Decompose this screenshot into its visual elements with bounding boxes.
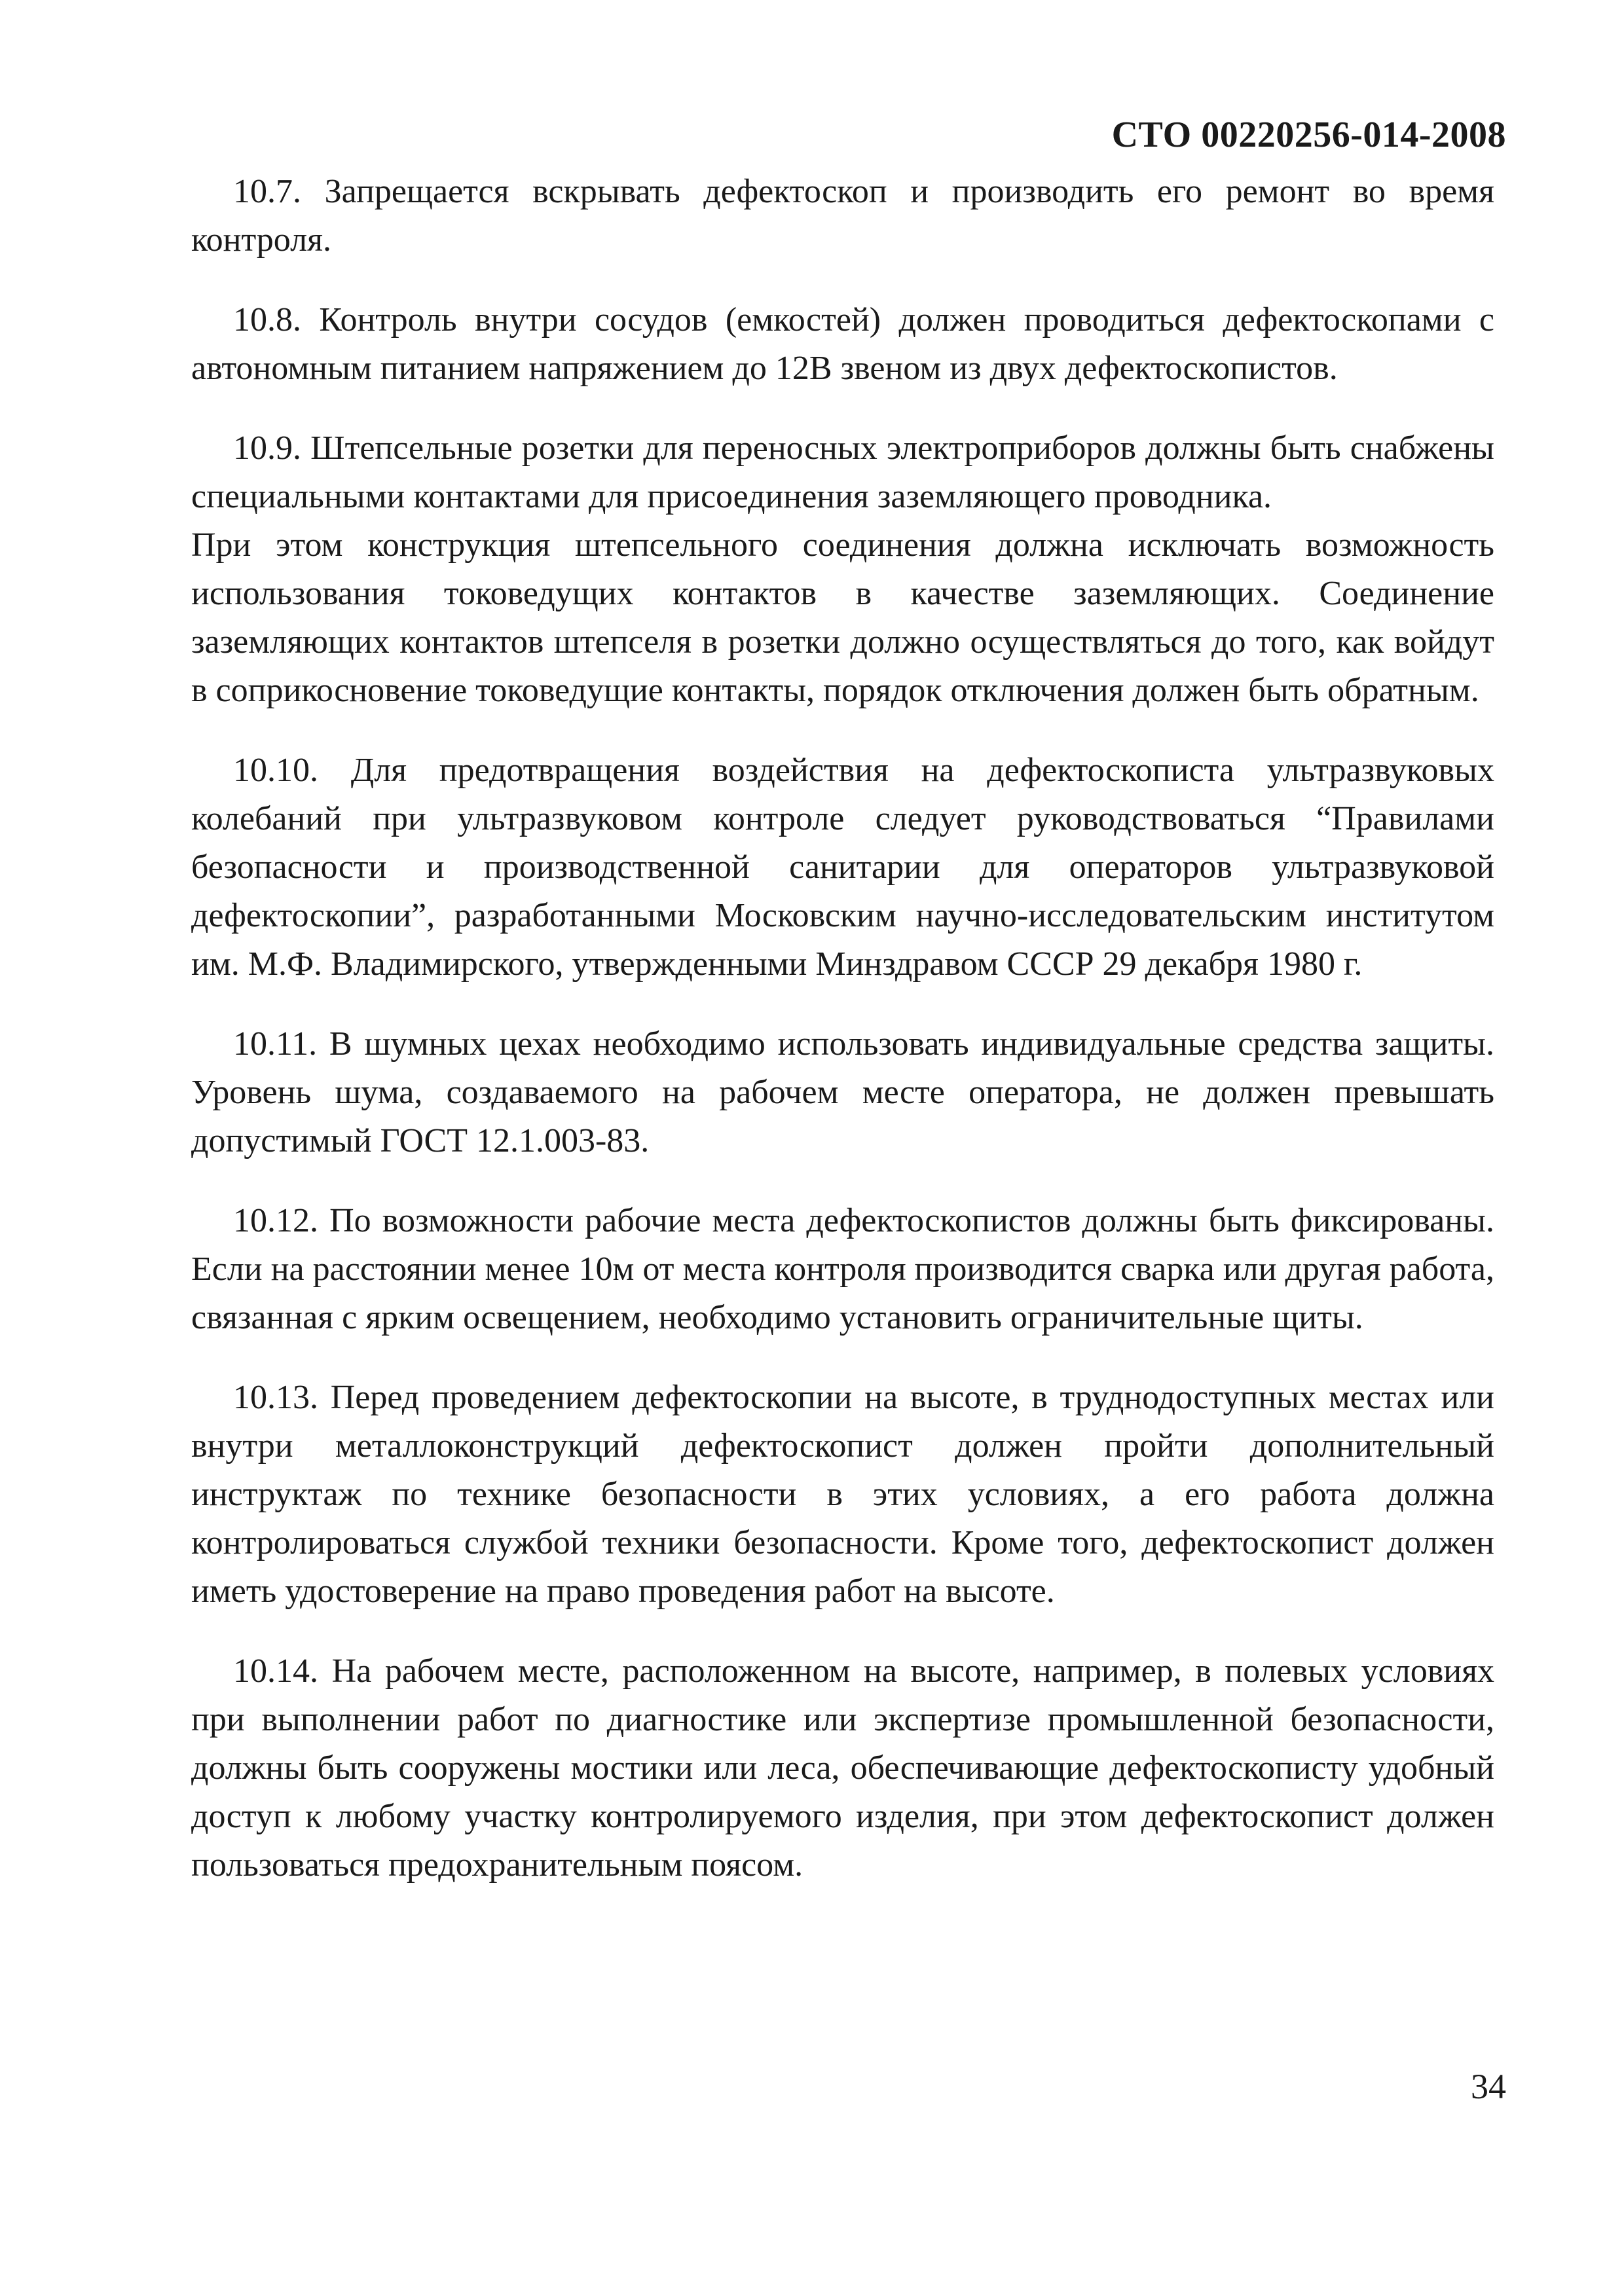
paragraph-10-14: 10.14. На рабочем месте, расположенном на высоте, например, в полевых условиях при выполнении работ по диагностике или экспертизе промышленной безопасности, должны быть сооружены мостики или леса, обеспечивающие дефектоскописту удобный доступ к любому участку контролируемого изделия, при этом дефектоскопист должен пользоваться предохранительным поясом.	[191, 1652, 1494, 1884]
paragraph-10-9-continuation: При этом конструкция штепсельного соединения должна исключать возможность использования токоведущих контактов в качестве заземляющих. Соединение заземляющих контактов штепселя в розетки должно осуществляться до того, как войдут в соприкосновение токоведущие контакты, порядок отключения должен быть обратным.	[191, 526, 1494, 709]
paragraph-10-9: 10.9. Штепсельные розетки для переносных электроприборов должны быть снабжены специальными контактами для присоединения заземляющего проводника.	[191, 429, 1494, 515]
document-body	[191, 168, 1494, 1921]
page-number: 34	[1471, 2067, 1506, 2106]
paragraph-10-13: 10.13. Перед проведением дефектоскопии на высоте, в труднодоступных местах или внутри металлоконструкций дефектоскопист должен пройти дополнительный инструктаж по технике безопасности в этих условиях, а его работа должна контролироваться службой техники безопасности. Кроме того, дефектоскопист должен иметь удостоверение на право проведения работ на высоте.	[191, 1379, 1494, 1610]
document-code-header: СТО 00220256-014-2008	[1111, 115, 1506, 155]
paragraph-10-11: 10.11. В шумных цехах необходимо использовать индивидуальные средства защиты. Уровень шума, создаваемого на рабочем месте оператора, не должен превышать допустимый ГОСТ 12.1.003-83.	[191, 1025, 1494, 1159]
paragraph-10-10: 10.10. Для предотвращения воздействия на дефектоскописта ультразвуковых колебаний при ультразвуковом контроле следует руководствоваться “Правилами безопасности и производственной санитарии для операторов ультразвуковой дефектоскопии”, разработанными Московским научно-исследовательским институтом им. М.Ф. Владимирского, утвержденными Минздравом СССР 29 декабря 1980 г.	[191, 752, 1494, 983]
paragraph-10-12: 10.12. По возможности рабочие места дефектоскопистов должны быть фиксированы. Если на расстоянии менее 10м от места контроля производится сварка или другая работа, связанная с ярким освещением, необходимо установить ограничительные щиты.	[191, 1202, 1494, 1336]
paragraph-10-7: 10.7. Запрещается вскрывать дефектоскоп и производить его ремонт во время контроля.	[191, 173, 1494, 259]
paragraph-10-8: 10.8. Контроль внутри сосудов (емкостей) должен проводиться дефектоскопами с автономным питанием напряжением до 12В звеном из двух дефектоскопистов.	[191, 301, 1494, 387]
